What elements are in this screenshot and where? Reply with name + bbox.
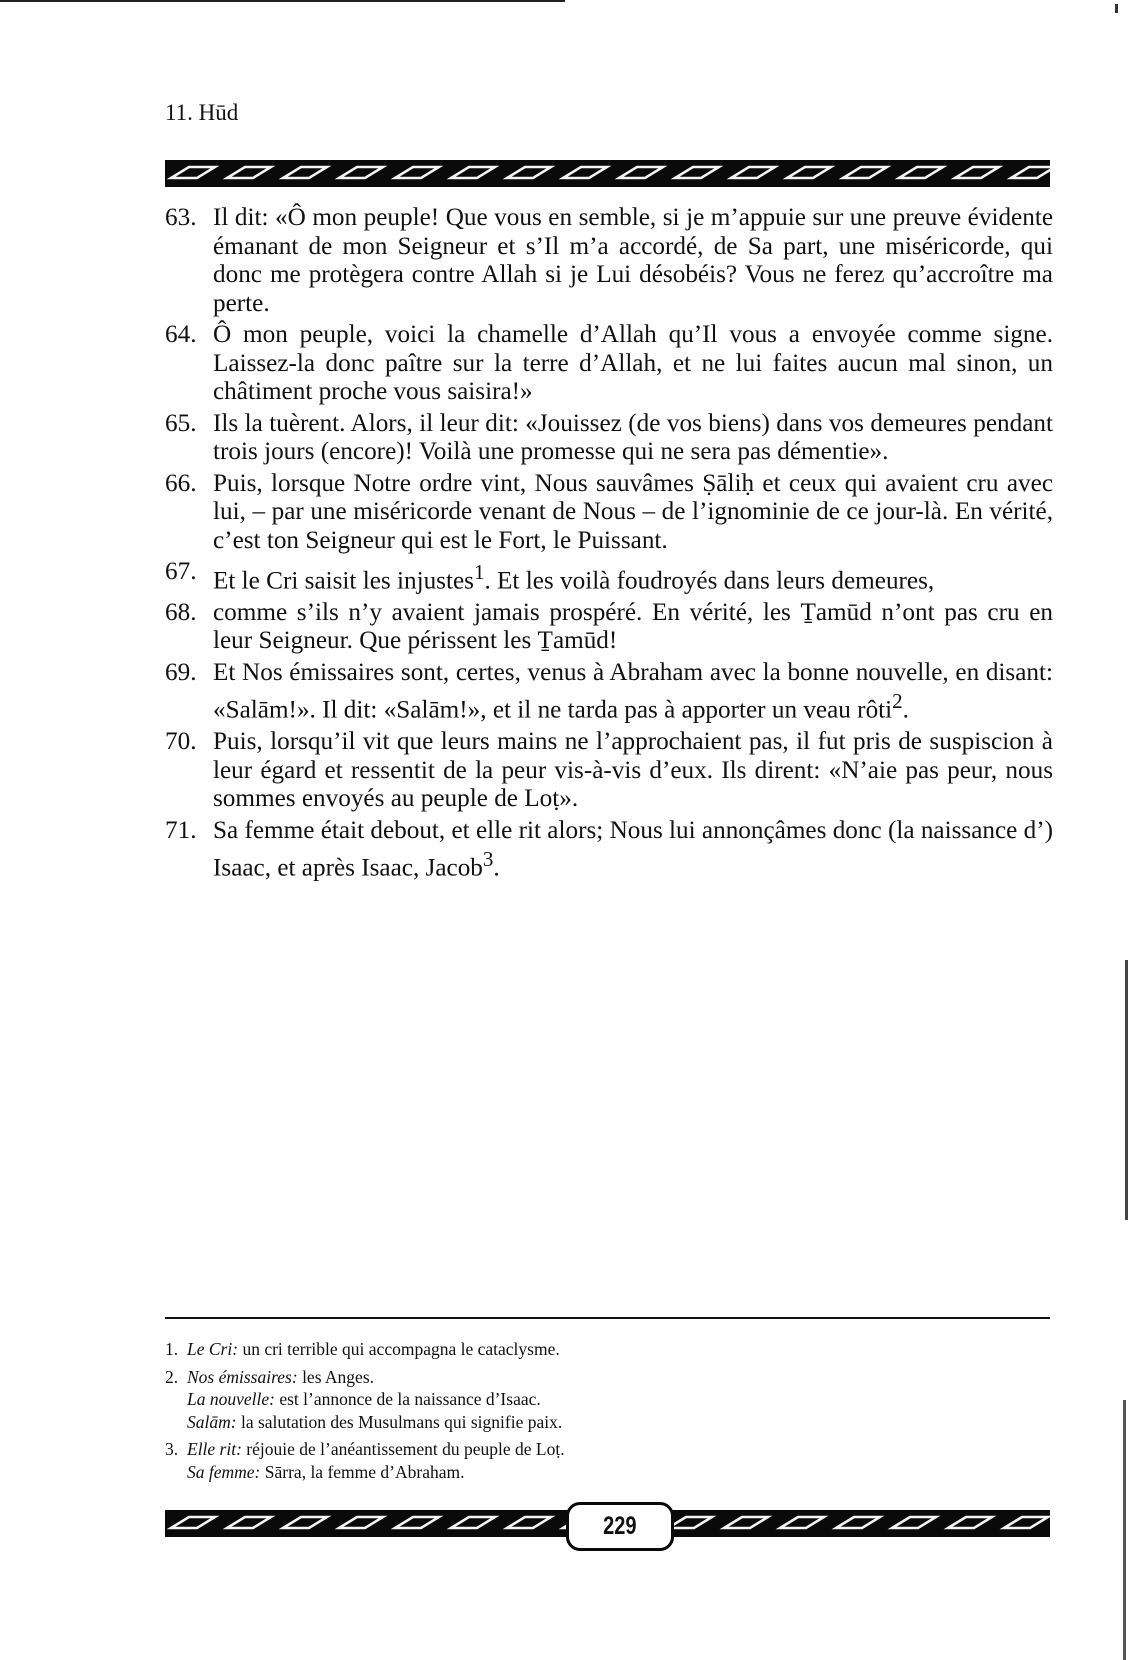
ornament-band-bottom-right [662,1510,1050,1537]
verse-text: Il dit: «Ô mon peuple! Que vous en semble, si je m’appuie sur une preuve évidente émanant de mon Seigneur et s’Il m’a accordé, de Sa part, une miséricorde, qui donc me protègera contre Allah si je Lui désobéis? Vous ne ferez qu’accroître ma perte. [213,204,1053,317]
footnote-term: Sa femme: [187,1461,261,1482]
footnote-rule [165,1317,1050,1319]
verse-66 [165,470,1053,556]
ornament-band-top [165,160,1050,187]
scan-edge-right [1125,960,1128,1220]
footnote-line: Le Cri: un cri terrible qui accompagna le cataclysme. [187,1339,560,1359]
verse-number: 64. [165,321,197,348]
verse-number: 66. [165,469,197,497]
verse-number: 69. [165,658,197,686]
verse-text: Ils la tuèrent. Alors, il leur dit: «Jouissez (de vos biens) dans vos demeures pendant trois jours (encore)! Voilà une promesse qui ne sera pas démentie». [213,409,1053,465]
verse-text: Sa femme était debout, et elle rit alors; Nous lui annonçâmes donc (la naissance d’) Isaac, et après Isaac, Jacob$^3$. [213,816,1054,882]
footnotes [165,1338,1050,1488]
footnote-number: 2. [165,1366,179,1387]
ornament-band-bottom-left [165,1510,572,1537]
footnote-term: Salām: [187,1411,237,1432]
footnote-ref: 2 [892,689,903,714]
verse-list [165,204,1053,886]
footnote-2 [165,1366,1050,1434]
footnote-number: 3. [165,1439,179,1459]
verse-number: 65. [165,409,197,437]
verse-text: Et le Cri saisit les injustes$^1$. Et les voilà foudroyés dans leurs demeures, [213,560,935,595]
verse-67 [165,558,1053,596]
footnote-ref: 3 [482,847,494,872]
verse-text: Puis, lorsque Notre ordre vint, Nous sauvâmes Ṣāliḥ et ceux qui avaient cru avec lui, – par une miséricorde venant de Nous – de l’ignominie de ce jour-là. En vérité, c’est ton Seigneur qui est le Fort, le Puissant. [213,469,1053,554]
verse-69 [165,659,1053,725]
verse-63 [165,204,1053,318]
footnote-line: Elle rit: réjouie de l’anéantissement du peuple de Loṭ. [187,1439,565,1459]
verse-text: Ô mon peuple, voici la chamelle d’Allah qu’Il vous a envoyée comme signe. Laissez-la donc paître sur la terre d’Allah, et ne lui faites aucun mal sinon, un châtiment proche vous saisira!» [213,321,1053,405]
verse-65 [165,410,1053,467]
footnote-term: La nouvelle: [187,1389,275,1409]
verse-number: 63. [165,204,197,231]
footnote-line: Sa femme: Sārra, la femme d’Abraham. [187,1461,465,1482]
verse-number: 68. [165,598,197,626]
scan-edge-top [0,0,565,2]
footnote-term: Elle rit: [187,1439,242,1459]
verse-number: 67. [165,558,197,585]
footnote-3 [165,1438,1050,1483]
page-number: 229 [603,1512,637,1540]
footnote-line: La nouvelle: est l’annonce de la naissance d’Isaac. [187,1389,541,1409]
verse-text: comme s’ils n’y avaient jamais prospéré. En vérité, les Ṯamūd n’ont pas cru en leur Seigneur. Que périssent les Ṯamūd! [213,598,1053,655]
footnote-term: Le Cri: [187,1339,239,1359]
footnote-number: 1. [165,1339,179,1359]
footnote-ref: 1 [473,560,485,584]
verse-70 [165,728,1053,814]
running-head: 11. Hūd [165,100,239,125]
scan-edge-right-lower [1123,1400,1126,1660]
page-number-cartouche [566,1502,674,1551]
verse-68 [165,599,1053,656]
footnote-1 [165,1338,1050,1361]
footnote-term: Nos émissaires: [187,1366,298,1387]
scan-mark [1115,4,1118,13]
footnote-line: Salām: la salutation des Musulmans qui signifie paix. [187,1411,563,1432]
verse-number: 71. [165,816,197,844]
verse-text: Puis, lorsqu’il vit que leurs mains ne l’approchaient pas, il fut pris de suspiscion à leur égard et ressentit de la peur vis-à-vis d’eux. Ils dirent: «N’aie pas peur, nous sommes envoyés au peuple de Loṭ». [213,728,1053,813]
verse-number: 70. [165,728,197,756]
verse-64 [165,321,1053,407]
verse-71 [165,817,1053,883]
verse-text: Et Nos émissaires sont, certes, venus à Abraham avec la bonne nouvelle, en disant: «Salām!». Il dit: «Salām!», et il ne tarda pas à apporter un veau rôti$^2$. [213,658,1053,724]
footnote-line: Nos émissaires: les Anges. [187,1366,375,1387]
